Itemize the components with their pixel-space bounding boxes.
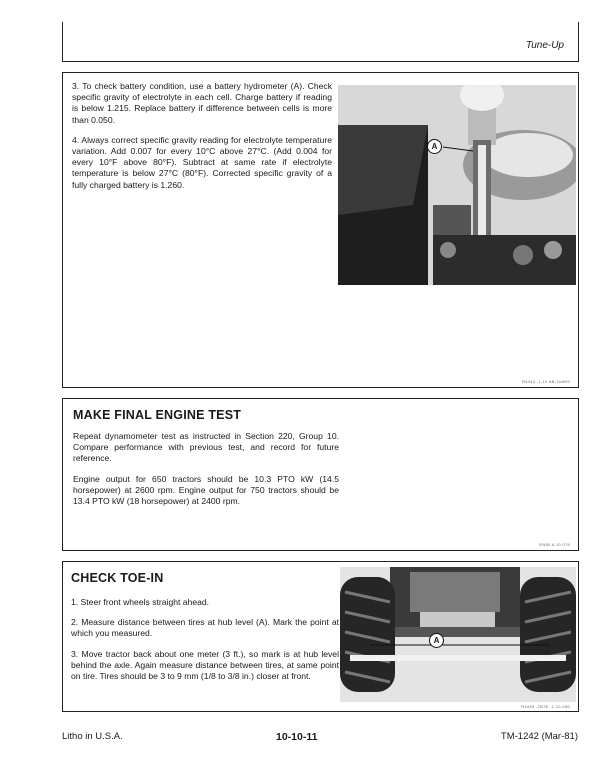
top-right-rule — [578, 22, 579, 62]
toe-in-text — [71, 597, 339, 691]
battery-step-3: 3. To check battery condition, use a battery hydrometer (A). Check specific gravity of electrolyte in each cell. Charge battery if reading is below 1.215. Replace battery if difference between cells is more than 0.050. — [72, 81, 332, 125]
toe-in-photo — [340, 567, 576, 702]
engine-test-para-1: Repeat dynamometer test as instructed in Section 220, Group 10. Compare performance with previous test, and record for future reference. — [73, 431, 339, 464]
engine-test-title: MAKE FINAL ENGINE TEST — [73, 408, 242, 422]
battery-text — [72, 81, 332, 200]
tractor-front-illustration — [340, 567, 576, 702]
toe-in-step-3: 3. Move tractor back about one meter (3 ft.), so mark is at hub level behind the axle. Again measure distance between tires, at same point on tire. Tires should be 3 to 9 mm (1/8 to 3/8 in.) closer at front. — [71, 648, 339, 682]
battery-figure-code: R4443 -1-10 AB-10AR0 — [521, 379, 570, 384]
top-left-rule — [62, 22, 63, 62]
engine-test-para-2: Engine output for 650 tractors should be 10.3 PTO kW (14.5 horsepower) at 2600 rpm. Engine output for 750 tractors should be 13.4 PTO kW (18 horsepower) at 2400 rpm. — [73, 473, 339, 507]
hydrometer-illustration — [338, 85, 576, 285]
toe-in-figure-code: R4449 -2N7E -1 10-050 — [521, 704, 570, 709]
engine-test-code: EN50 A 10 079 — [539, 542, 570, 547]
header-rule — [62, 61, 579, 62]
toe-in-title: CHECK TOE-IN — [71, 571, 164, 585]
battery-section — [62, 72, 579, 388]
toe-in-step-1: 1. Steer front wheels straight ahead. — [71, 597, 210, 607]
footer-litho: Litho in U.S.A. — [62, 731, 123, 742]
battery-step-4: 4. Always correct specific gravity reading for electrolyte temperature variation. Add 0.007 for every 10°C above 27°C. (Add 0.004 for every 10°F above 80°F). Subtract at same rate if electrolyte temperature is below 27°C (80°F). Corrected specific gravity of a fully charged battery is 1.260. — [72, 134, 332, 190]
callout-a-hydrometer: A — [427, 139, 442, 154]
toe-in-section — [62, 561, 579, 712]
engine-test-section — [62, 398, 579, 551]
hydrometer-photo — [338, 85, 576, 285]
page-number: 10-10-11 — [276, 731, 318, 743]
engine-test-text — [73, 431, 339, 516]
toe-in-step-2: 2. Measure distance between tires at hub level (A). Mark the point at which you measured. — [71, 617, 339, 639]
footer-manual-id: TM-1242 (Mar-81) — [500, 731, 578, 742]
section-header-title: Tune-Up — [525, 40, 564, 51]
callout-a-toe-in: A — [429, 633, 444, 648]
